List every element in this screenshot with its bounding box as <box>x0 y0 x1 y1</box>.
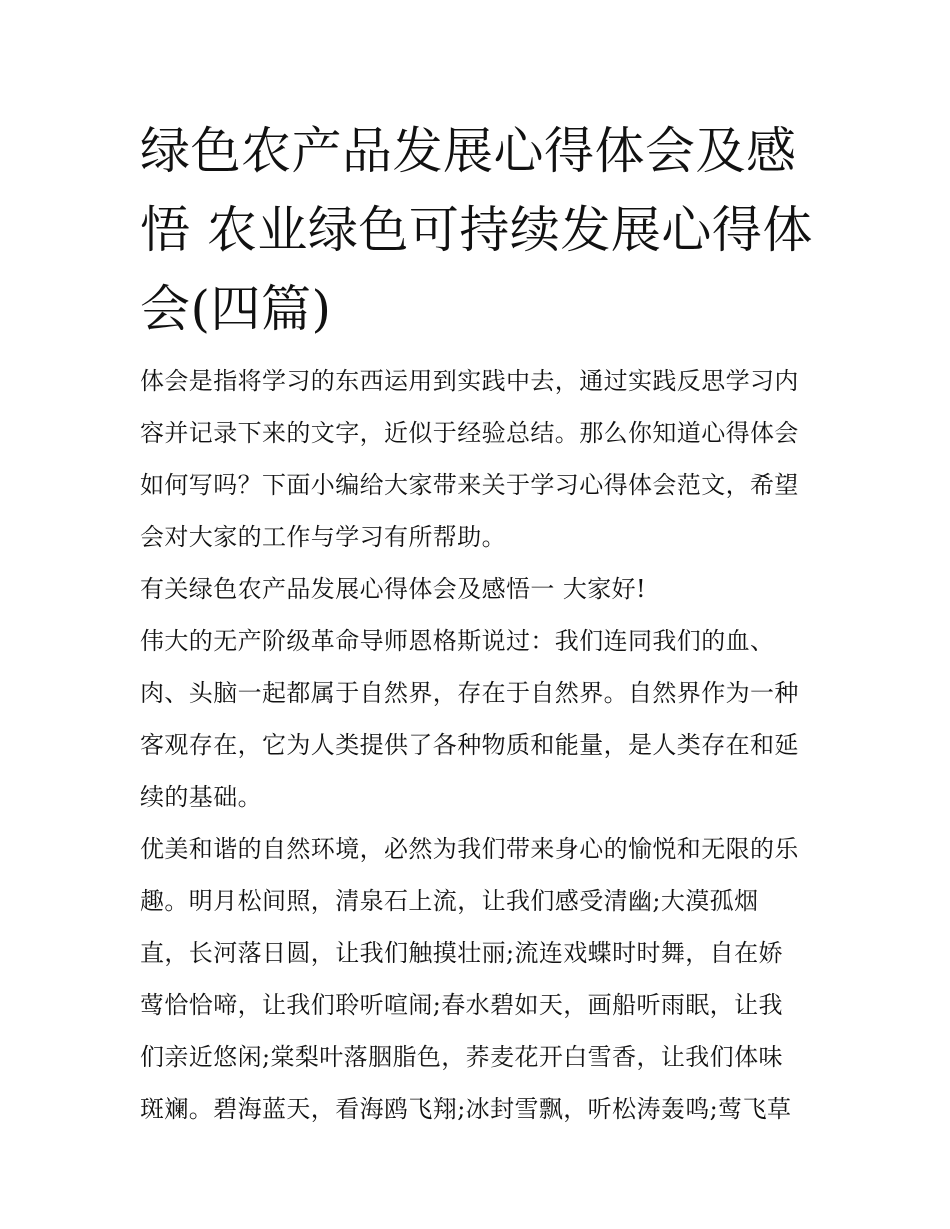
body-line: 有关绿色农产品发展心得体会及感悟一 大家好! <box>140 575 647 603</box>
body-line: 客观存在，它为人类提供了各种物质和能量，是人类存在和延 <box>140 731 799 759</box>
body-line: 续的基础。 <box>140 783 262 811</box>
body-line: 肉、头脑一起都属于自然界，存在于自然界。自然界作为一种 <box>140 679 799 707</box>
body-line: 们亲近悠闲;棠梨叶落胭脂色，荞麦花开白雪香，让我们体味 <box>140 1043 783 1071</box>
body-line: 伟大的无产阶级革命导师恩格斯说过：我们连同我们的血、 <box>140 627 775 655</box>
title-line: 绿色农产品发展心得体会及感 <box>140 122 797 180</box>
body-line: 会对大家的工作与学习有所帮助。 <box>140 523 506 551</box>
body-line: 斑斓。碧海蓝天，看海鸥飞翔;冰封雪飘，听松涛轰鸣;莺飞草 <box>140 1095 792 1123</box>
document-body <box>140 355 820 1135</box>
document-content <box>140 112 820 1135</box>
body-line: 如何写吗？下面小编给大家带来关于学习心得体会范文，希望 <box>140 471 799 499</box>
title-line: 会(四篇) <box>140 280 332 338</box>
document-title <box>140 112 820 349</box>
body-line: 体会是指将学习的东西运用到实践中去，通过实践反思学习内 <box>140 367 799 395</box>
body-line: 莺恰恰啼，让我们聆听喧闹;春水碧如天，画船听雨眠，让我 <box>140 991 783 1019</box>
body-line: 趣。明月松间照，清泉石上流，让我们感受清幽;大漠孤烟 <box>140 887 759 915</box>
title-line: 悟 农业绿色可持续发展心得体 <box>140 201 813 259</box>
body-line: 容并记录下来的文字，近似于经验总结。那么你知道心得体会 <box>140 419 799 447</box>
body-line: 优美和谐的自然环境，必然为我们带来身心的愉悦和无限的乐 <box>140 835 799 863</box>
body-line: 直，长河落日圆，让我们触摸壮丽;流连戏蝶时时舞，自在娇 <box>140 939 783 967</box>
